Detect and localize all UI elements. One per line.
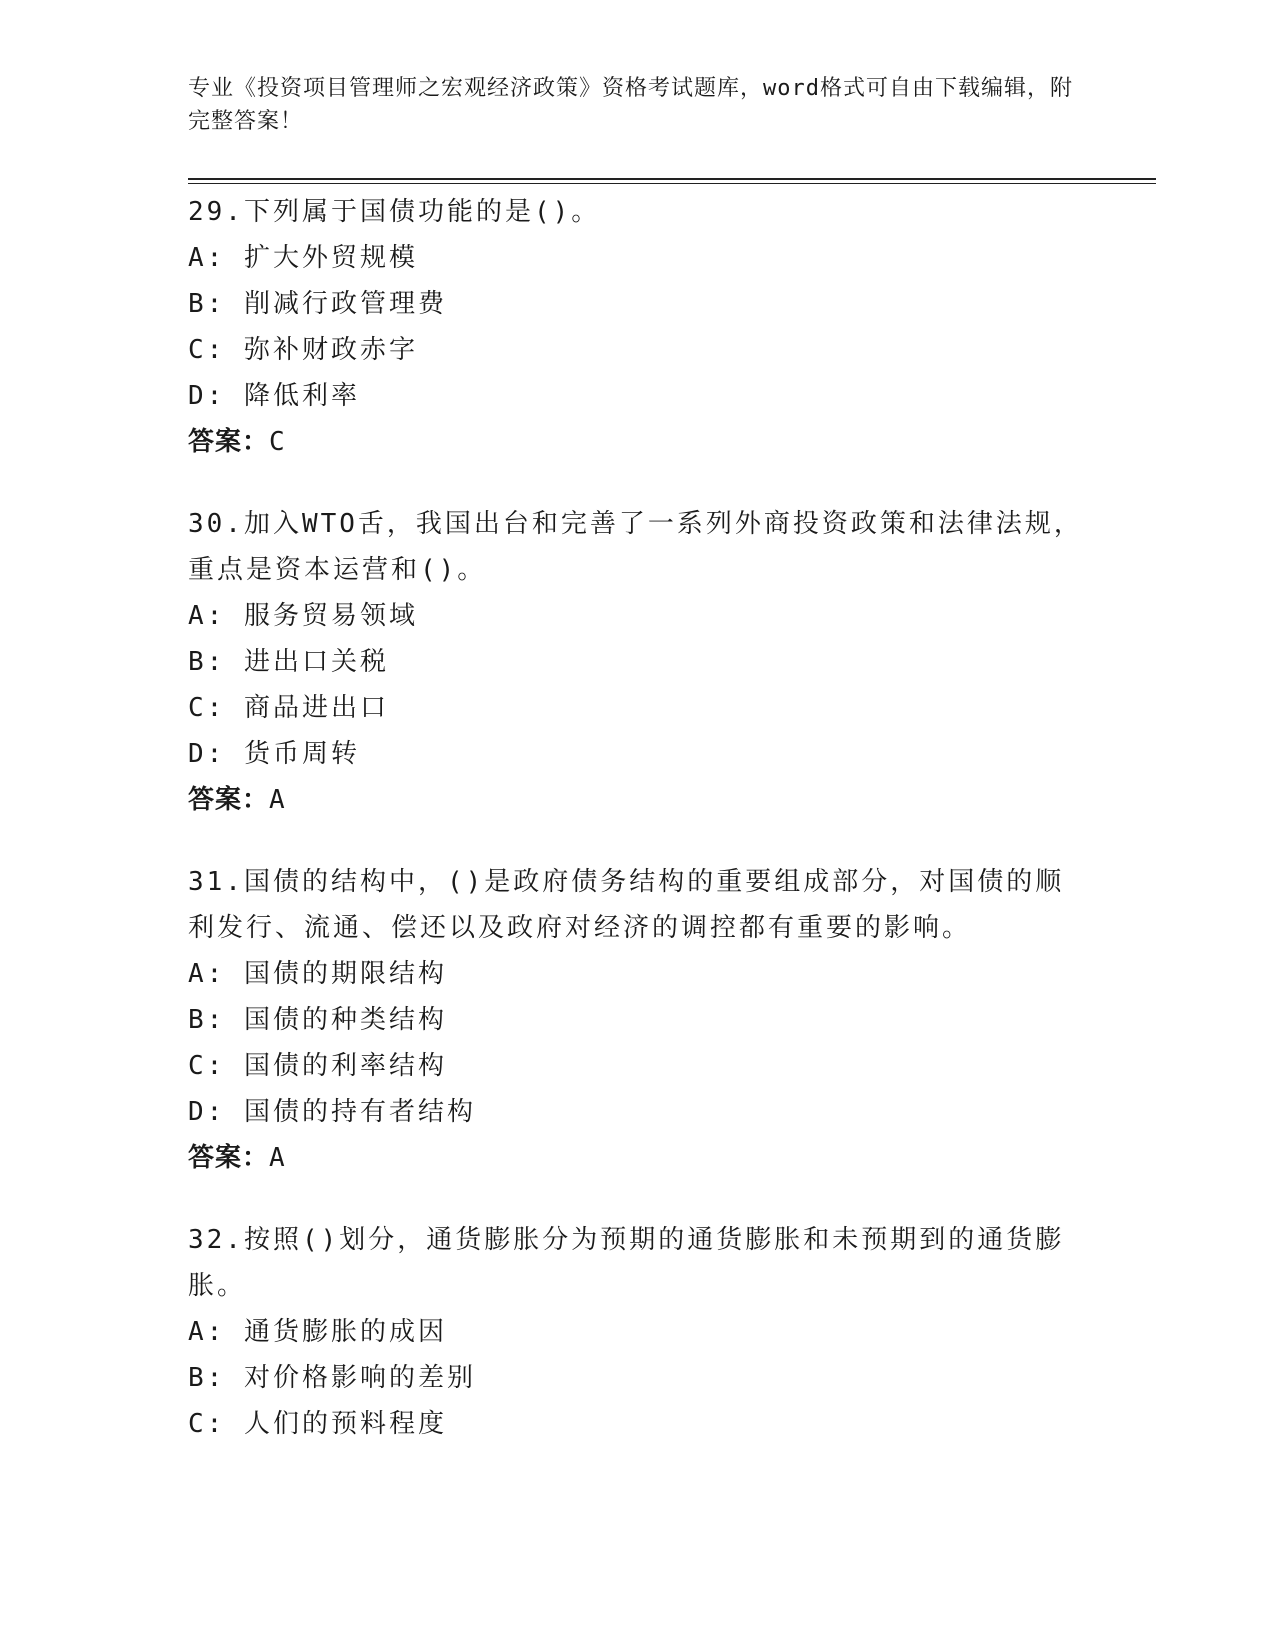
question-30 (188, 501, 1088, 823)
header-divider-thin (188, 183, 1156, 184)
option-c: C: 商品进出口 (188, 693, 389, 723)
option-a: A: 服务贸易领域 (188, 601, 418, 631)
option-c: C: 人们的预料程度 (188, 1409, 447, 1439)
question-31 (188, 859, 1088, 1181)
question-29 (188, 189, 1088, 465)
answer-value: A (269, 785, 286, 815)
answer-line (188, 777, 1088, 823)
question-stem: 30.加入WTO舌，我国出台和完善了一系列外商投资政策和法律法规，重点是资本运营和()。 (188, 509, 1083, 585)
option-a: A: 国债的期限结构 (188, 959, 447, 989)
option-b: B: 削减行政管理费 (188, 289, 447, 319)
answer-label: 答案： (188, 427, 270, 457)
answer-value: A (269, 1143, 286, 1173)
option-a: A: 扩大外贸规模 (188, 243, 418, 273)
option-a: A: 通货膨胀的成因 (188, 1317, 447, 1347)
header-divider (188, 178, 1156, 180)
option-b: B: 对价格影响的差别 (188, 1363, 476, 1393)
option-d: D: 货币周转 (188, 739, 360, 769)
answer-label: 答案： (188, 785, 270, 815)
option-c: C: 弥补财政赤字 (188, 335, 418, 365)
option-c: C: 国债的利率结构 (188, 1051, 447, 1081)
question-stem: 32.按照()划分，通货膨胀分为预期的通货膨胀和未预期到的通货膨胀。 (188, 1225, 1065, 1301)
option-b: B: 国债的种类结构 (188, 1005, 447, 1035)
question-32 (188, 1217, 1088, 1447)
question-stem: 31.国债的结构中，()是政府债务结构的重要组成部分，对国债的顺利发行、流通、偿还以及政府对经济的调控都有重要的影响。 (188, 867, 1065, 943)
answer-value: C (269, 427, 286, 457)
option-b: B: 进出口关税 (188, 647, 389, 677)
page-header: 专业《投资项目管理师之宏观经济政策》资格考试题库，word格式可自由下载编辑，附完整答案！ (188, 76, 1073, 134)
question-stem: 29.下列属于国债功能的是()。 (188, 197, 601, 227)
answer-line (188, 1135, 1088, 1181)
option-d: D: 降低利率 (188, 381, 360, 411)
answer-label: 答案： (188, 1143, 270, 1173)
option-d: D: 国债的持有者结构 (188, 1097, 476, 1127)
question-list (188, 189, 1088, 1483)
answer-line (188, 419, 1088, 465)
